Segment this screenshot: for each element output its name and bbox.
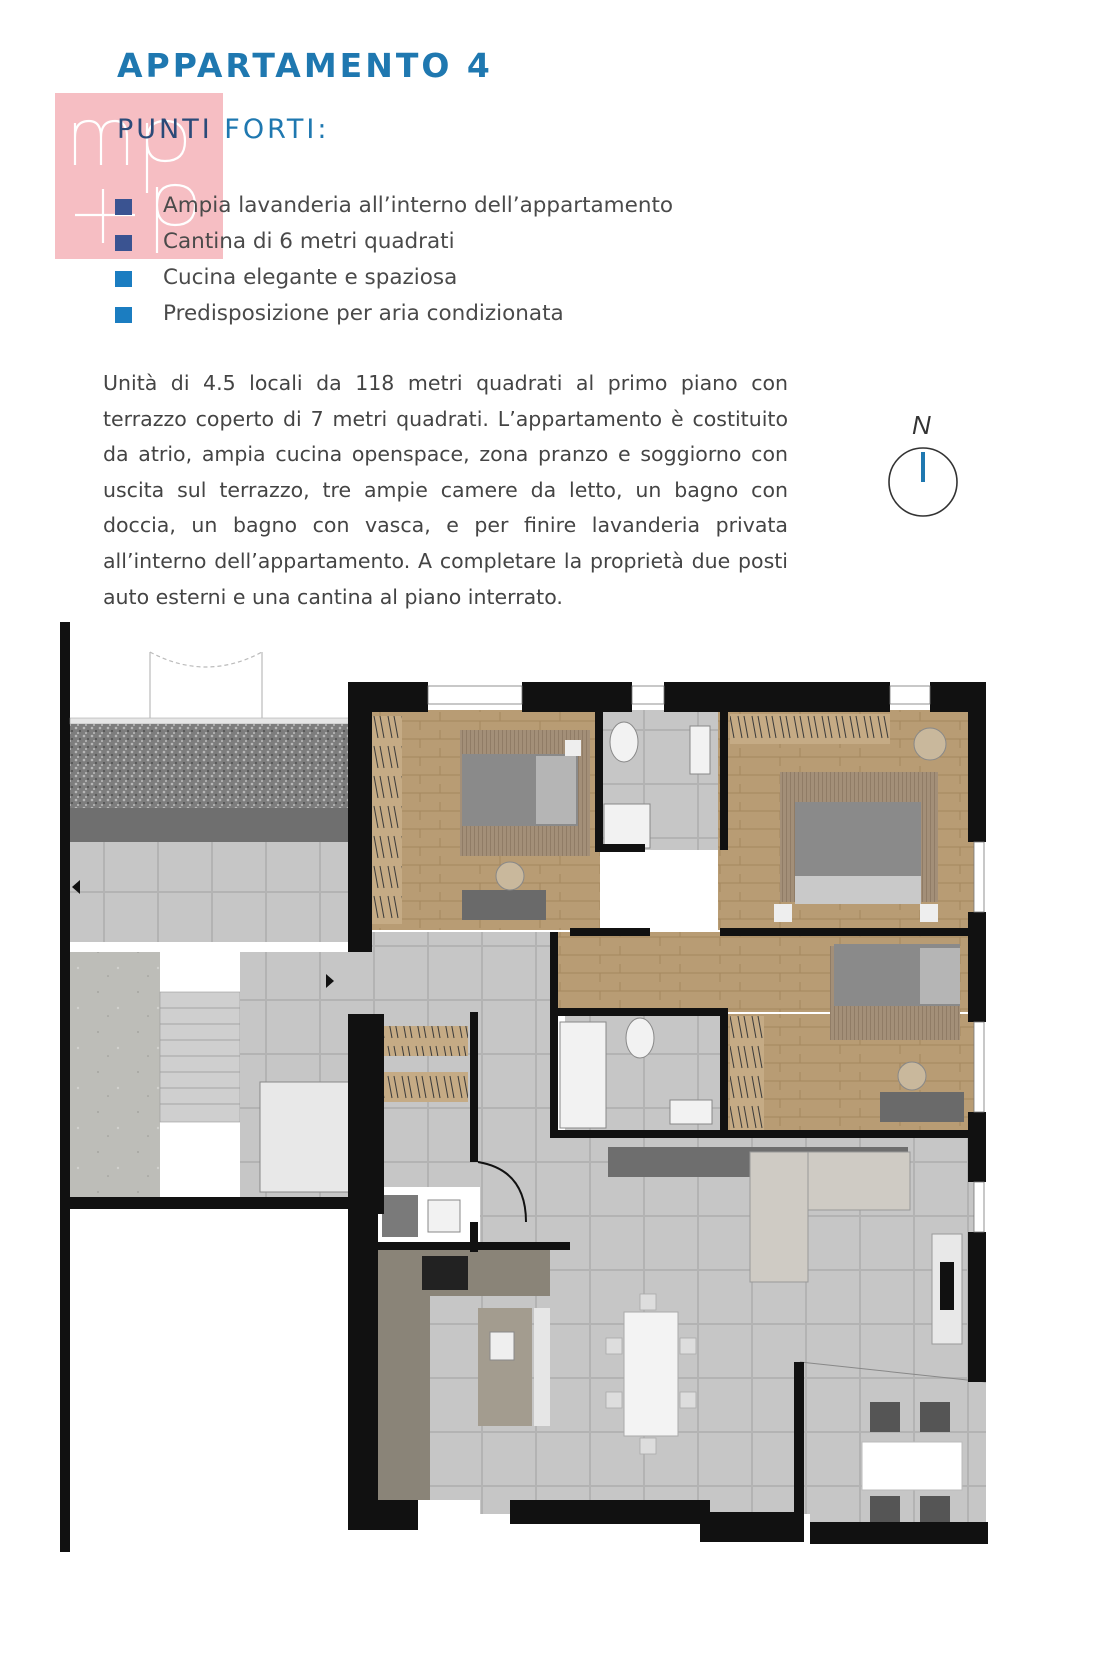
square-bullet-icon <box>115 235 132 251</box>
description-paragraph: Unità di 4.5 locali da 118 metri quadrati al primo piano con terrazzo coperto di 7 metri quadrati. L’appartamento è costituito da atrio, ampia cucina openspace, zona pranzo e soggiorno con uscita sul terrazzo, tre ampie camere da letto, un bagno con doccia, un bagno con vasca, e per finire lavanderia privata all’interno dell’appartamento. A completare la proprietà due posti auto esterni e una cantina al piano interrato. <box>103 371 788 609</box>
feature-item <box>113 260 673 296</box>
compass-icon <box>884 410 964 520</box>
feature-label: Ampia lavanderia all’interno dell’appartamento <box>163 193 674 218</box>
subtitle <box>117 114 329 145</box>
floor-plan <box>50 622 1040 1652</box>
features-list <box>113 188 673 332</box>
square-bullet-icon <box>115 199 132 215</box>
north-compass <box>884 410 964 520</box>
feature-label: Cantina di 6 metri quadrati <box>163 229 455 254</box>
feature-label: Cucina elegante e spaziosa <box>163 265 458 290</box>
feature-item <box>113 188 673 224</box>
subtitle-part-1: PUNTI <box>117 114 213 145</box>
feature-item <box>113 224 673 260</box>
feature-item <box>113 296 673 332</box>
square-bullet-icon <box>115 271 132 287</box>
subtitle-part-2: FORTI: <box>224 114 330 145</box>
page-title: APPARTAMENTO 4 <box>117 46 493 85</box>
compass-north-label: N <box>912 410 931 440</box>
feature-label: Predisposizione per aria condizionata <box>163 301 564 326</box>
square-bullet-icon <box>115 307 132 323</box>
